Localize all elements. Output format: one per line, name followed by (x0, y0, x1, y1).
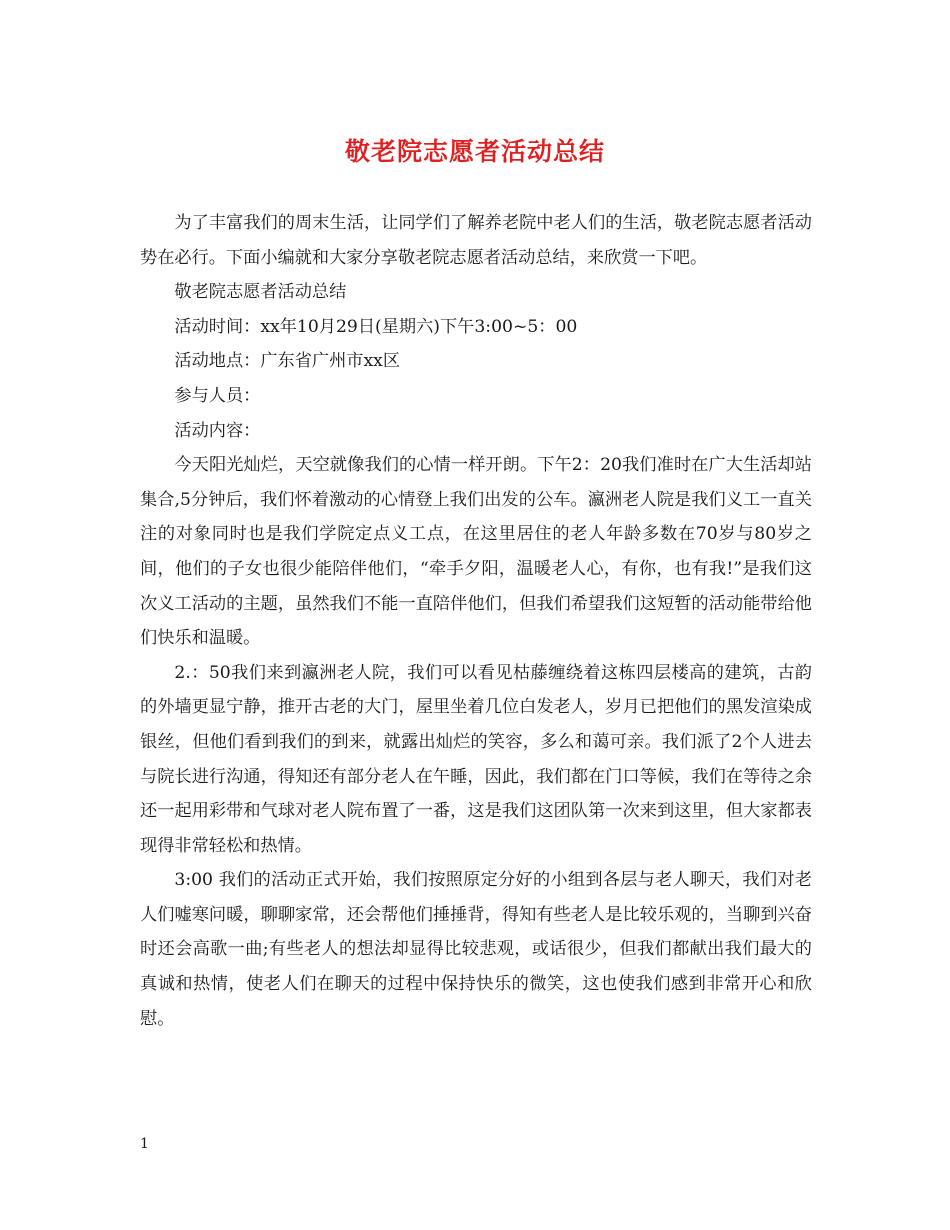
document-body (140, 206, 812, 1036)
activity-time: 活动时间：xx年10月29日(星期六)下午3:00~5：00 (174, 316, 578, 337)
activity-location: 活动地点：广东省广州市xx区 (174, 351, 401, 372)
section-heading: 敬老院志愿者活动总结 (174, 282, 347, 303)
content-paragraph: 2.：50我们来到瀛洲老人院，我们可以看见枯藤缠绕着这栋四层楼高的建筑，古韵的外墙更显宁静，推开古老的大门，屋里坐着几位白发老人，岁月已把他们的黑发渲染成银丝，但他们看到我们的到来，就露出灿烂的笑容，多么和蔼可亲。我们派了2个人进去与院长进行沟通，得知还有部分老人在午睡，因此，我们都在门口等候，我们在等待之余还一起用彩带和气球对老人院布置了一番，这是我们这团队第一次来到这里，但大家都表现得非常轻松和热情。 (140, 662, 812, 856)
document-title: 敬老院志愿者活动总结 (344, 137, 605, 166)
page-number: 1 (140, 1136, 149, 1152)
content-paragraph: 今天阳光灿烂，天空就像我们的心情一样开朗。下午2：20我们准时在广大生活却站集合,5分钟后，我们怀着激动的心情登上我们出发的公车。瀛洲老人院是我们义工一直关注的对象同时也是我们学院定点义工点，在这里居住的老人年龄多数在70岁与80岁之间，他们的子女也很少能陪伴他们，“牵手夕阳，温暖老人心，有你，也有我!”是我们这次义工活动的主题，虽然我们不能一直陪伴他们，但我们希望我们这短暂的活动能带给他们快乐和温暖。 (140, 455, 812, 649)
content-paragraph: 3:00 我们的活动正式开始，我们按照原定分好的小组到各层与老人聊天，我们对老人们嘘寒问暖，聊聊家常，还会帮他们捶捶背，得知有些老人是比较乐观的，当聊到兴奋时还会高歌一曲;有些老人的想法却显得比较悲观，或话很少，但我们都献出我们最大的真诚和热情，使老人们在聊天的过程中保持快乐的微笑，这也使我们感到非常开心和欣慰。 (140, 870, 812, 1029)
intro-paragraph: 为了丰富我们的周末生活，让同学们了解养老院中老人们的生活，敬老院志愿者活动势在必行。下面小编就和大家分享敬老院志愿者活动总结，来欣赏一下吧。 (140, 213, 812, 268)
participants: 参与人员： (174, 385, 261, 406)
activity-content-label: 活动内容： (174, 420, 261, 441)
